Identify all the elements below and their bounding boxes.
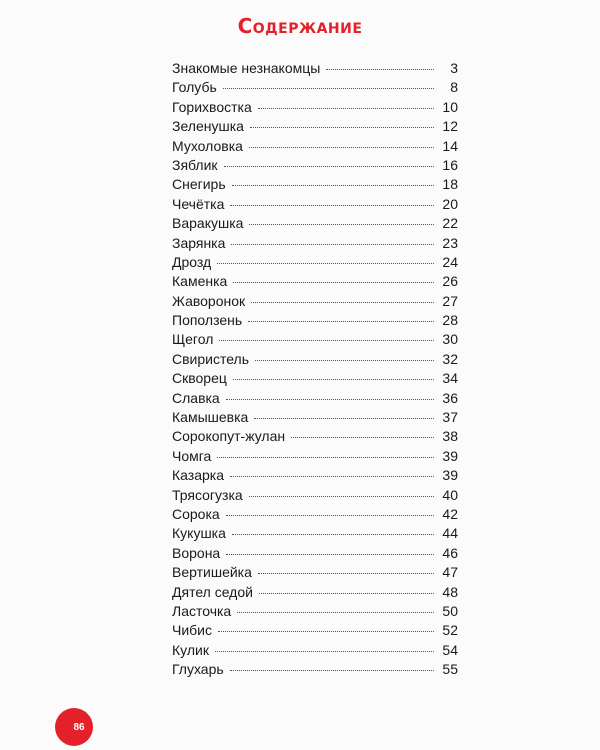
dot-leader [249, 496, 434, 497]
toc-entry-title: Зеленушка [172, 118, 244, 135]
toc-entry [172, 312, 458, 331]
toc-entry-page: 39 [442, 467, 458, 484]
toc-entry [172, 584, 458, 603]
dot-leader [237, 612, 434, 613]
toc-entry [172, 79, 458, 98]
dot-leader [217, 457, 434, 458]
toc-entry-page: 37 [442, 409, 458, 426]
toc-entry-title: Дятел седой [172, 583, 253, 600]
toc-entry-title: Чомга [172, 447, 212, 464]
toc-entry-title: Снегирь [172, 176, 226, 193]
toc-entry-title: Мухоловка [172, 137, 243, 154]
toc-entry-title: Чечётка [172, 195, 225, 212]
dot-leader [232, 534, 434, 535]
dot-leader [230, 205, 434, 206]
toc-entry [172, 254, 458, 273]
toc-entry [172, 293, 458, 312]
toc-entry [172, 196, 458, 215]
toc-entry-page: 44 [442, 525, 458, 542]
toc-entry-page: 16 [442, 156, 458, 173]
toc-entry-title: Славка [172, 389, 220, 406]
toc-entry-title: Скворец [172, 370, 227, 387]
toc-entry [172, 409, 458, 428]
dot-leader [249, 147, 434, 148]
toc-entry-title: Жаворонок [172, 292, 246, 309]
toc-entry [172, 642, 458, 661]
dot-leader [259, 593, 434, 594]
toc-entry-title: Казарка [172, 467, 224, 484]
dot-leader [215, 651, 434, 652]
table-of-contents [172, 60, 458, 681]
toc-entry-page: 42 [442, 505, 458, 522]
dot-leader [255, 360, 434, 361]
toc-entry [172, 351, 458, 370]
toc-entry-page: 50 [442, 602, 458, 619]
toc-entry-page: 36 [442, 389, 458, 406]
toc-entry-page: 55 [442, 661, 458, 678]
toc-entry [172, 661, 458, 680]
toc-entry-title: Зяблик [172, 156, 218, 173]
dot-leader [258, 573, 434, 574]
toc-entry [172, 428, 458, 447]
toc-entry-title: Трясогузка [172, 486, 243, 503]
dot-leader [226, 515, 434, 516]
toc-entry-page: 40 [442, 486, 458, 503]
toc-entry-page: 26 [442, 273, 458, 290]
toc-entry [172, 603, 458, 622]
toc-entry-page: 52 [442, 622, 458, 639]
toc-entry [172, 564, 458, 583]
toc-entry-title: Каменка [172, 273, 228, 290]
toc-entry-page: 48 [442, 583, 458, 600]
toc-entry [172, 99, 458, 118]
toc-entry [172, 622, 458, 641]
dot-leader [251, 302, 434, 303]
toc-entry [172, 215, 458, 234]
toc-entry-page: 18 [442, 176, 458, 193]
dot-leader [226, 399, 434, 400]
toc-entry-title: Камышевка [172, 409, 249, 426]
toc-entry [172, 60, 458, 79]
dot-leader [233, 379, 434, 380]
toc-entry [172, 525, 458, 544]
toc-entry-page: 20 [442, 195, 458, 212]
toc-entry-page: 24 [442, 253, 458, 270]
toc-entry-page: 30 [442, 331, 458, 348]
toc-entry-page: 32 [442, 350, 458, 367]
toc-entry-title: Голубь [172, 79, 217, 96]
toc-entry-title: Зарянка [172, 234, 226, 251]
toc-entry-title: Сорока [172, 505, 220, 522]
toc-entry-page: 22 [442, 215, 458, 232]
toc-entry-title: Глухарь [172, 661, 224, 678]
toc-entry-page: 38 [442, 428, 458, 445]
toc-entry-title: Щегол [172, 331, 214, 348]
toc-entry-page: 23 [442, 234, 458, 251]
toc-entry-title: Ворона [172, 544, 221, 561]
dot-leader [258, 108, 434, 109]
toc-entry-page: 8 [450, 79, 458, 96]
toc-entry-title: Знакомые незнакомцы [172, 60, 321, 76]
toc-entry [172, 506, 458, 525]
toc-entry-page: 3 [450, 60, 458, 76]
toc-entry [172, 467, 458, 486]
dot-leader [291, 437, 434, 438]
toc-entry-page: 34 [442, 370, 458, 387]
toc-entry-title: Ласточка [172, 602, 232, 619]
dot-leader [218, 631, 434, 632]
toc-entry-page: 27 [442, 292, 458, 309]
dot-leader [217, 263, 434, 264]
toc-entry-title: Свиристель [172, 350, 250, 367]
page-title: Содержание [237, 14, 363, 38]
toc-entry-title: Сорокопут-жулан [172, 428, 286, 445]
toc-entry-page: 14 [442, 137, 458, 154]
dot-leader [230, 670, 434, 671]
toc-entry-title: Дрозд [172, 253, 212, 270]
dot-leader [233, 282, 434, 283]
toc-entry [172, 370, 458, 389]
toc-entry [172, 448, 458, 467]
toc-entry [172, 176, 458, 195]
dot-leader [224, 166, 434, 167]
toc-entry [172, 273, 458, 292]
dot-leader [249, 224, 434, 225]
dot-leader [219, 340, 434, 341]
dot-leader [223, 88, 434, 89]
toc-entry-title: Кукушка [172, 525, 226, 542]
dot-leader [254, 418, 434, 419]
toc-entry-page: 28 [442, 312, 458, 329]
dot-leader [248, 321, 434, 322]
toc-entry-title: Вертишейка [172, 564, 252, 581]
toc-entry [172, 331, 458, 350]
toc-entry [172, 487, 458, 506]
toc-entry-title: Кулик [172, 641, 209, 658]
toc-entry [172, 118, 458, 137]
toc-entry-title: Чибис [172, 622, 212, 639]
toc-entry [172, 235, 458, 254]
page-number-badge: 86 [55, 708, 93, 746]
toc-entry [172, 390, 458, 409]
toc-entry [172, 157, 458, 176]
toc-entry-page: 46 [442, 544, 458, 561]
dot-leader [226, 554, 434, 555]
toc-entry-page: 39 [442, 447, 458, 464]
toc-entry-page: 12 [442, 118, 458, 135]
dot-leader [326, 69, 434, 70]
toc-entry [172, 138, 458, 157]
dot-leader [232, 185, 434, 186]
toc-entry-title: Варакушка [172, 215, 244, 232]
toc-entry [172, 545, 458, 564]
toc-entry-page: 10 [442, 98, 458, 115]
dot-leader [250, 127, 434, 128]
toc-entry-page: 54 [442, 641, 458, 658]
toc-entry-title: Поползень [172, 312, 243, 329]
toc-entry-title: Горихвостка [172, 98, 252, 115]
dot-leader [230, 476, 434, 477]
dot-leader [231, 244, 434, 245]
toc-entry-page: 47 [442, 564, 458, 581]
